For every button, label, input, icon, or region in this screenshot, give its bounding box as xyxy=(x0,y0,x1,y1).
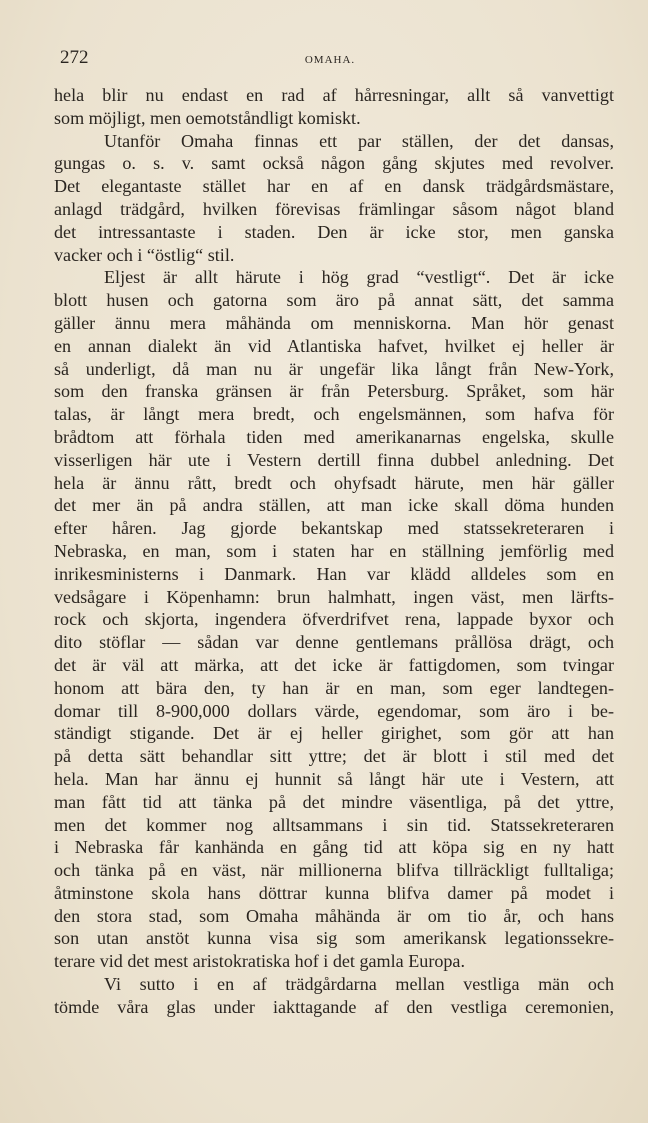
text-line: det intressantaste i staden. Den är icke stor, men ganska xyxy=(54,221,614,242)
text-line: men det kommer nog alltsammans i sin tid. Statssekreteraren xyxy=(54,814,614,835)
text-line: så underligt, då man nu är ungefär lika långt från New-York, xyxy=(54,358,614,379)
text-line: som möjligt, men oemotståndligt komiskt. xyxy=(54,107,361,128)
text-line: dito stöflar — sådan var denne gentlemans prållösa drägt, och xyxy=(54,632,614,653)
text-line: son utan anstöt kunna visa sig som amerikansk legationssekre- xyxy=(54,928,614,949)
text-line: efter håren. Jag gjorde bekantskap med statssekreteraren i xyxy=(54,518,614,539)
text-line: gäller ännu mera måhända om menniskorna. Man hör genast xyxy=(54,312,614,333)
text-line: i Nebraska får kanhända en gång tid att köpa sig en ny hatt xyxy=(54,837,614,858)
text-line: det är väl att märka, att det icke är fattigdomen, som tvingar xyxy=(54,654,614,675)
text-line: gungas o. s. v. samt också någon gång skjutes med revolver. xyxy=(54,153,614,174)
text-line: man fått tid att tänka på det mindre väsentliga, på det yttre, xyxy=(54,791,614,812)
text-line: vedsågare i Köpenhamn: brun halmhatt, ingen väst, men lärfts- xyxy=(54,586,614,607)
text-line: honom att bära den, ty han är en man, som eger landtegen- xyxy=(54,677,614,698)
text-line: hela blir nu endast en rad af hårresningar, allt så vanvettigt xyxy=(54,85,614,105)
text-line: domar till 8-900,000 dollars värde, egendomar, som äro i be- xyxy=(54,700,614,721)
text-line: terare vid det mest aristokratiska hof i det gamla Europa. xyxy=(54,951,465,972)
text-line: som den franska gränsen är från Petersburg. Språket, som här xyxy=(54,381,614,402)
text-line: brådtom att förhala tiden med amerikanarnas engelska, skulle xyxy=(54,426,614,447)
text-line: den stora stad, som Omaha måhända är om tio år, och hans xyxy=(54,905,614,926)
text-line: rock och skjorta, ingendera öfverdrifvet rena, lappade byxor och xyxy=(54,609,614,630)
text-line: Nebraska, en man, som i staten har en ställning jemförlig med xyxy=(54,540,614,561)
text-line: en annan dialekt än vid Atlantiska hafvet, hvilket ej heller är xyxy=(54,335,614,356)
text-line: ständigt stigande. Det är ej heller girighet, som gör att han xyxy=(54,723,614,744)
text-line: och tänka på en väst, när millionerna blifva tillräckligt fulltaliga; xyxy=(54,860,614,881)
text-line: hela är ännu rått, bredt och ohyfsadt härute, men här gäller xyxy=(54,472,614,493)
body-text xyxy=(54,84,614,1019)
running-head: OMAHA. xyxy=(304,54,356,66)
page-number: 272 xyxy=(60,47,89,68)
text-line: tömde våra glas under iakttagande af den vestliga ceremonien, xyxy=(54,996,614,1017)
text-line: anlagd trädgård, hvilken förevisas främlingar såsom något bland xyxy=(54,198,614,219)
text-line: inrikesministerns i Danmark. Han var klädd alldeles som en xyxy=(54,563,614,584)
text-line: hela. Man har ännu ej hunnit så långt här ute i Vestern, att xyxy=(54,768,614,789)
page-header xyxy=(60,47,600,73)
text-line: Det elegantaste stället har en af en dansk trädgårdsmästare, xyxy=(54,176,614,197)
text-line: på detta sätt behandlar sitt yttre; det är blott i stil med det xyxy=(54,746,614,767)
text-line: vacker och i “östlig“ stil. xyxy=(54,244,235,265)
text-line: Vi sutto i en af trädgårdarna mellan vestliga män och xyxy=(104,974,614,995)
text-line: åtminstone skola hans döttrar kunna blifva damer på modet i xyxy=(54,882,614,903)
text-line: det mer än på andra ställen, att man icke skall döma hunden xyxy=(54,495,614,516)
text-line: Eljest är allt härute i hög grad “vestligt“. Det är icke xyxy=(104,267,614,288)
text-line: Utanför Omaha finnas ett par ställen, der det dansas, xyxy=(104,130,614,151)
text-line: visserligen här ute i Vestern dertill finna dubbel anledning. Det xyxy=(54,449,614,470)
text-line: talas, är långt mera bredt, och engelsmännen, som hafva för xyxy=(54,404,614,425)
text-line: blott husen och gatorna som äro på annat sätt, det samma xyxy=(54,290,614,311)
